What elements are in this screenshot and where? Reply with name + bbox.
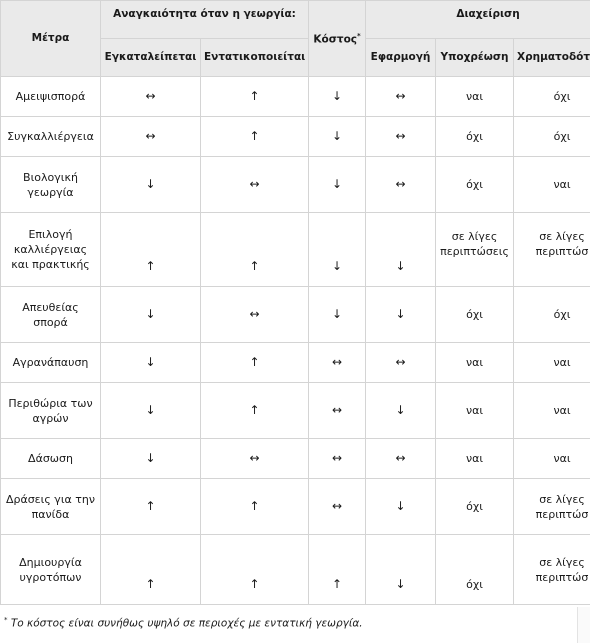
header-necessity-group: Αναγκαιότητα όταν η γεωργία: [101,1,309,39]
page-edge [577,607,590,643]
application-cell: ↓ [366,383,436,439]
header-funded: Χρηματοδότ [514,39,590,77]
application-cell: ↔ [366,77,436,117]
header-abandoned: Εγκαταλείπεται [101,39,201,77]
obligation-cell: όχι [436,117,514,157]
footnote-text: Το κόστος είναι συνήθως υψηλό σε περιοχές με εντατική γεωργία. [10,617,363,630]
abandoned-cell: ↓ [101,343,201,383]
application-cell: ↔ [366,157,436,213]
application-cell: ↔ [366,343,436,383]
funded-cell: ναι [514,343,590,383]
application-cell: ↓ [366,535,436,605]
table-row [1,117,590,157]
cost-cell: ↓ [309,157,366,213]
intensified-cell: ↑ [201,117,309,157]
header-measures: Μέτρα [1,1,101,77]
intensified-cell: ↑ [201,383,309,439]
table-row [1,535,590,605]
funded-cell: όχι [514,117,590,157]
measure-name: Συγκαλλιέργεια [1,117,101,157]
abandoned-cell: ↓ [101,157,201,213]
table-row [1,77,590,117]
measure-name: Αμειψισπορά [1,77,101,117]
footnote-mark: * [4,616,8,624]
header-management-group: Διαχείριση [366,1,590,39]
header-intensified: Εντατικοποιείται [201,39,309,77]
measure-name: Δράσεις για την πανίδα [1,479,101,535]
application-cell: ↓ [366,213,436,287]
header-cost [309,1,366,77]
funded-cell: σε λίγες περιπτώσ [514,479,590,535]
cost-cell: ↔ [309,343,366,383]
table-row [1,213,590,287]
funded-cell: ναι [514,157,590,213]
intensified-cell: ↔ [201,287,309,343]
intensified-cell: ↑ [201,77,309,117]
application-cell: ↔ [366,439,436,479]
cost-cell: ↓ [309,213,366,287]
header-obligation: Υποχρέωση [436,39,514,77]
intensified-cell: ↔ [201,157,309,213]
table-row [1,343,590,383]
obligation-cell: όχι [436,479,514,535]
table-row [1,157,590,213]
obligation-cell: ναι [436,439,514,479]
cost-cell: ↓ [309,77,366,117]
measure-name: Απευθείας σπορά [1,287,101,343]
cost-cell: ↔ [309,479,366,535]
measure-name: Βιολογική γεωργία [1,157,101,213]
obligation-cell: όχι [436,157,514,213]
funded-cell: ναι [514,383,590,439]
abandoned-cell: ↑ [101,213,201,287]
funded-cell: όχι [514,77,590,117]
measure-name: Επιλογή καλλιέργειας και πρακτικής [1,213,101,287]
obligation-cell: σε λίγες περιπτώσεις [436,213,514,287]
application-cell: ↔ [366,117,436,157]
intensified-cell: ↑ [201,479,309,535]
abandoned-cell: ↑ [101,535,201,605]
header-cost-footnote-mark: * [357,32,361,41]
abandoned-cell: ↑ [101,479,201,535]
cost-cell: ↓ [309,117,366,157]
measure-name: Δημιουργία υγροτόπων [1,535,101,605]
abandoned-cell: ↓ [101,439,201,479]
obligation-cell: ναι [436,383,514,439]
intensified-cell: ↑ [201,213,309,287]
cost-cell: ↑ [309,535,366,605]
abandoned-cell: ↓ [101,287,201,343]
header-cost-label: Κόστος [313,33,358,46]
intensified-cell: ↑ [201,535,309,605]
cost-cell: ↔ [309,439,366,479]
table-row [1,439,590,479]
abandoned-cell: ↔ [101,77,201,117]
table-row [1,479,590,535]
header-application: Εφαρμογή [366,39,436,77]
cost-footnote [4,616,363,630]
funded-cell: σε λίγες περιπτώσ [514,213,590,287]
measure-name: Αγρανάπαυση [1,343,101,383]
obligation-cell: όχι [436,535,514,605]
intensified-cell: ↑ [201,343,309,383]
funded-cell: όχι [514,287,590,343]
application-cell: ↓ [366,479,436,535]
table-row [1,383,590,439]
funded-cell: ναι [514,439,590,479]
abandoned-cell: ↔ [101,117,201,157]
obligation-cell: ναι [436,343,514,383]
funded-cell: σε λίγες περιπτώσ [514,535,590,605]
cost-cell: ↓ [309,287,366,343]
table-row [1,287,590,343]
header-row-1 [1,1,590,39]
obligation-cell: όχι [436,287,514,343]
obligation-cell: ναι [436,77,514,117]
measure-name: Δάσωση [1,439,101,479]
abandoned-cell: ↓ [101,383,201,439]
application-cell: ↓ [366,287,436,343]
intensified-cell: ↔ [201,439,309,479]
cost-cell: ↔ [309,383,366,439]
measure-name: Περιθώρια των αγρών [1,383,101,439]
